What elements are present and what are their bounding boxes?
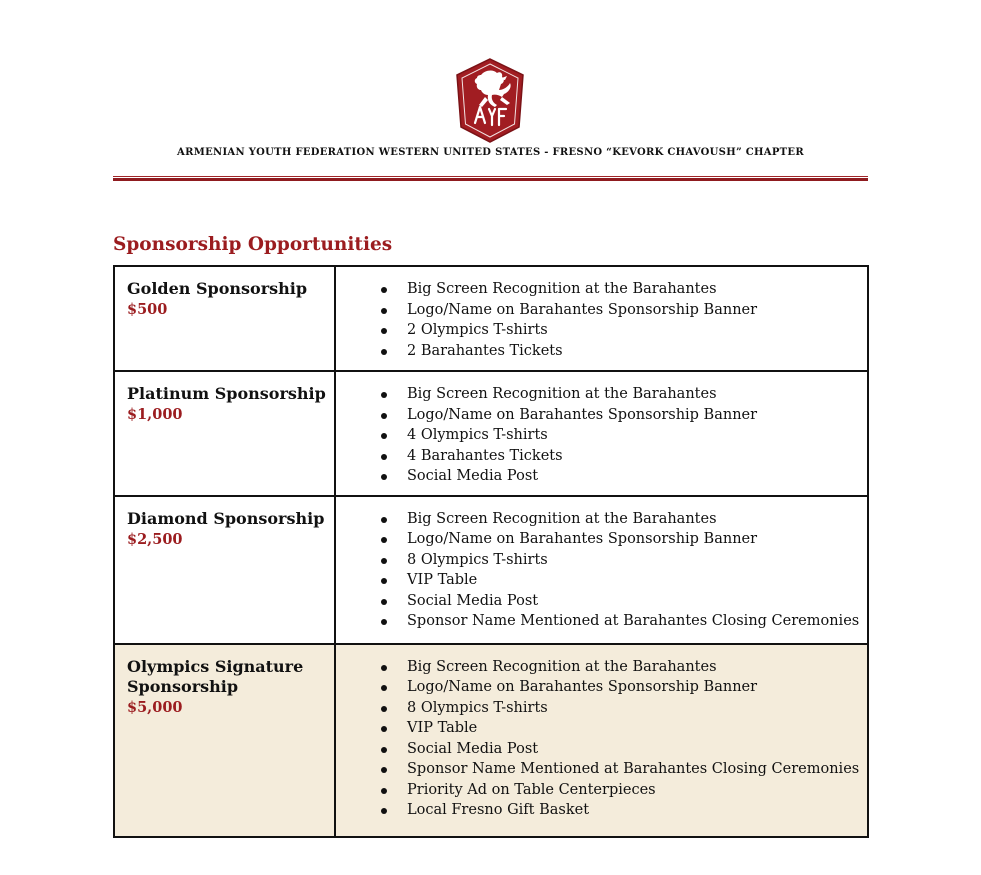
tier-row xyxy=(114,266,868,371)
tier-row xyxy=(114,496,868,644)
benefit-item: Social Media Post xyxy=(336,591,867,612)
benefit-item: 4 Barahantes Tickets xyxy=(336,446,867,467)
benefit-item: Logo/Name on Barahantes Sponsorship Banner xyxy=(336,300,867,321)
benefit-item: Sponsor Name Mentioned at Barahantes Closing Ceremonies xyxy=(336,759,867,780)
tier-benefits-cell xyxy=(335,371,868,496)
benefit-item: 8 Olympics T-shirts xyxy=(336,698,867,719)
benefit-item: Logo/Name on Barahantes Sponsorship Banner xyxy=(336,529,867,550)
benefit-item: VIP Table xyxy=(336,570,867,591)
benefit-item: VIP Table xyxy=(336,718,867,739)
tier-name-cell xyxy=(114,496,335,644)
sponsorship-table xyxy=(113,265,869,838)
benefit-list xyxy=(336,279,867,361)
ayf-lion-logo xyxy=(455,57,525,144)
tier-name-cell xyxy=(114,371,335,496)
tier-name: Diamond Sponsorship xyxy=(127,508,325,528)
benefit-item: Logo/Name on Barahantes Sponsorship Banner xyxy=(336,405,867,426)
benefit-item: Big Screen Recognition at the Barahantes xyxy=(336,509,867,530)
tier-benefits-cell xyxy=(335,496,868,644)
header-divider xyxy=(113,176,868,182)
tier-benefits-cell xyxy=(335,644,868,837)
benefit-item: Sponsor Name Mentioned at Barahantes Closing Ceremonies xyxy=(336,611,867,632)
benefit-item: Social Media Post xyxy=(336,739,867,760)
tier-name: Platinum Sponsorship xyxy=(127,384,326,403)
benefit-list xyxy=(336,384,867,487)
benefit-list xyxy=(336,657,867,821)
benefit-item: Big Screen Recognition at the Barahantes xyxy=(336,384,867,405)
tier-price: $1,000 xyxy=(127,406,183,423)
benefit-item: Social Media Post xyxy=(336,466,867,487)
section-title: Sponsorship Opportunities xyxy=(113,234,393,255)
benefit-item: Priority Ad on Table Centerpieces xyxy=(336,780,867,801)
benefit-item: Local Fresno Gift Basket xyxy=(336,800,867,821)
benefit-item: 2 Olympics T-shirts xyxy=(336,320,867,341)
benefit-item: Big Screen Recognition at the Barahantes xyxy=(336,657,867,678)
tier-row xyxy=(114,371,868,496)
tier-benefits-cell xyxy=(335,266,868,371)
tier-name-cell xyxy=(114,644,335,837)
tier-price: $2,500 xyxy=(127,530,183,548)
tier-name-cell xyxy=(114,266,335,371)
benefit-list xyxy=(336,509,867,632)
benefit-item: 2 Barahantes Tickets xyxy=(336,341,867,362)
benefit-item: 4 Olympics T-shirts xyxy=(336,425,867,446)
tier-price: $5,000 xyxy=(127,698,183,716)
tier-name: Olympics Signature Sponsorship xyxy=(127,656,304,696)
benefit-item: Big Screen Recognition at the Barahantes xyxy=(336,279,867,300)
tier-row xyxy=(114,644,868,837)
benefit-item: Logo/Name on Barahantes Sponsorship Banner xyxy=(336,677,867,698)
tier-name: Golden Sponsorship xyxy=(127,279,308,298)
tier-price: $500 xyxy=(127,301,168,318)
benefit-item: 8 Olympics T-shirts xyxy=(336,550,867,571)
organization-title: ARMENIAN YOUTH FEDERATION WESTERN UNITED STATES - FRESNO “KEVORK CHAVOUSH” CHAPTER xyxy=(177,147,804,158)
